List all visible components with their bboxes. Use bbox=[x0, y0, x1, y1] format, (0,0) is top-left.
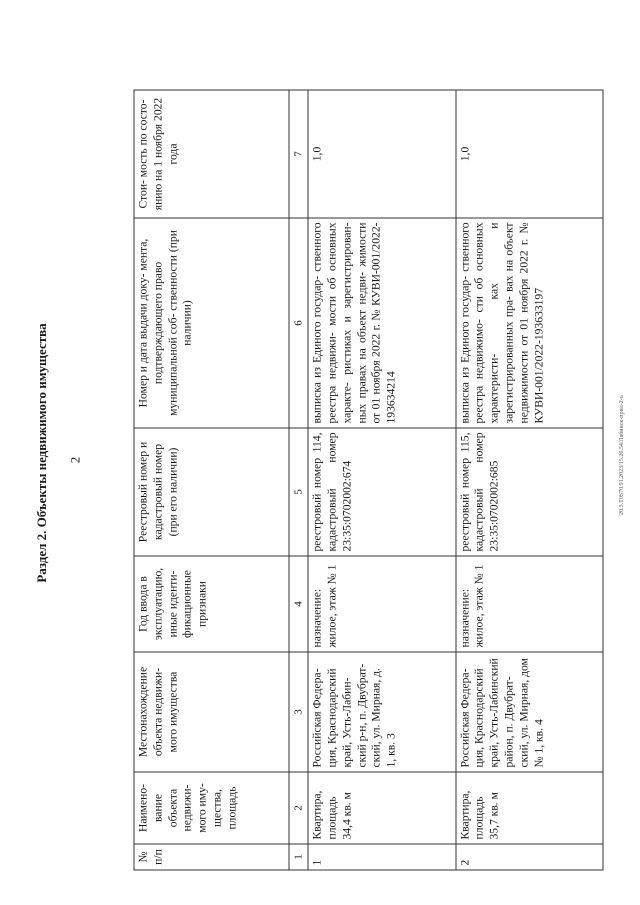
object-reg-number: реестровый номер 114, кадастровый номер 23:35:0702002:674 bbox=[308, 428, 455, 556]
object-reg-number: реестровый номер 115, кадастровый номер 23:35:0702002:685 bbox=[456, 428, 603, 556]
col-header-value: Стои- мость по состо- янию на 1 ноября 2022 года bbox=[134, 90, 289, 218]
col-header-name: Наимено- вание объекта недвижи- мого иму- щества, площадь bbox=[134, 772, 289, 844]
row-number: 1 bbox=[308, 844, 455, 870]
column-number: 1 bbox=[289, 844, 308, 870]
object-features: назначение: жилое, этаж № 1 bbox=[456, 556, 603, 652]
col-header-reg-number: Реестровый номер и кадастровый номер (при его наличии) bbox=[134, 428, 289, 556]
object-location: Российская Федера- ция, Краснодарский край, Усть-Лабин- ский р-н, п. Двубрат- ский, ул. Мирная, д. 1, кв. 3 bbox=[308, 652, 455, 772]
row-number: 2 bbox=[456, 844, 603, 870]
object-features: назначение: жилое, этаж № 1 bbox=[308, 556, 455, 652]
object-value: 1,0 bbox=[308, 90, 455, 218]
col-header-document: Номер и дата выдачи доку- мента, подтверждающего право муниципальной соб- ственности (при наличии) bbox=[134, 218, 289, 428]
column-number: 2 bbox=[289, 772, 308, 844]
page-number: 2 bbox=[67, 456, 83, 464]
object-value: 1,0 bbox=[456, 90, 603, 218]
column-number: 6 bbox=[289, 218, 308, 428]
section-title: Раздел 2. Объекты недвижимого имущества bbox=[34, 323, 49, 583]
object-name: Квартира, площадь 35,7 кв. м bbox=[456, 772, 603, 844]
object-document: выписка из Единого государ- ственного реестра недвижи- мости об основных характе- ристиках и зарегистрирован- ных правах на объект недви- жимости от 01 ноября 2022 г. № КУВИ-001/2022-193634214 bbox=[308, 218, 455, 428]
side-stamp: 20.3.T0S70.91.2023/15.26.54/Лабинск-прил-2-ъ bbox=[619, 395, 625, 515]
object-name: Квартира, площадь 34,4 кв. м bbox=[308, 772, 455, 844]
object-location: Российская Федера- ция, Краснодарский край, Усть-Лабинский район, п. Двубрат- ский, ул. Мирная, дом № 1, кв. 4 bbox=[456, 652, 603, 772]
col-header-features: Год ввода в эксплуатацию, иные иденти- фикационные признаки bbox=[134, 556, 289, 652]
column-number: 5 bbox=[289, 428, 308, 556]
column-number: 3 bbox=[289, 652, 308, 772]
column-number: 7 bbox=[289, 90, 308, 218]
column-number: 4 bbox=[289, 556, 308, 652]
col-header-number: № п/п bbox=[134, 844, 289, 870]
col-header-location: Местонахождение объекта недвижи- мого имущества bbox=[134, 652, 289, 772]
header-row bbox=[134, 90, 289, 870]
property-table bbox=[134, 90, 604, 871]
column-number-row bbox=[289, 90, 308, 870]
table-row bbox=[456, 90, 603, 870]
table-row bbox=[308, 90, 455, 870]
object-document: выписка из Единого государ- ственного реестра недвижимо- сти об основных характеристи- ках и зарегистрированных пра- вах на объект недвижимости от 01 ноября 2022 г. № КУВИ-001/2022-193633197 bbox=[456, 218, 603, 428]
